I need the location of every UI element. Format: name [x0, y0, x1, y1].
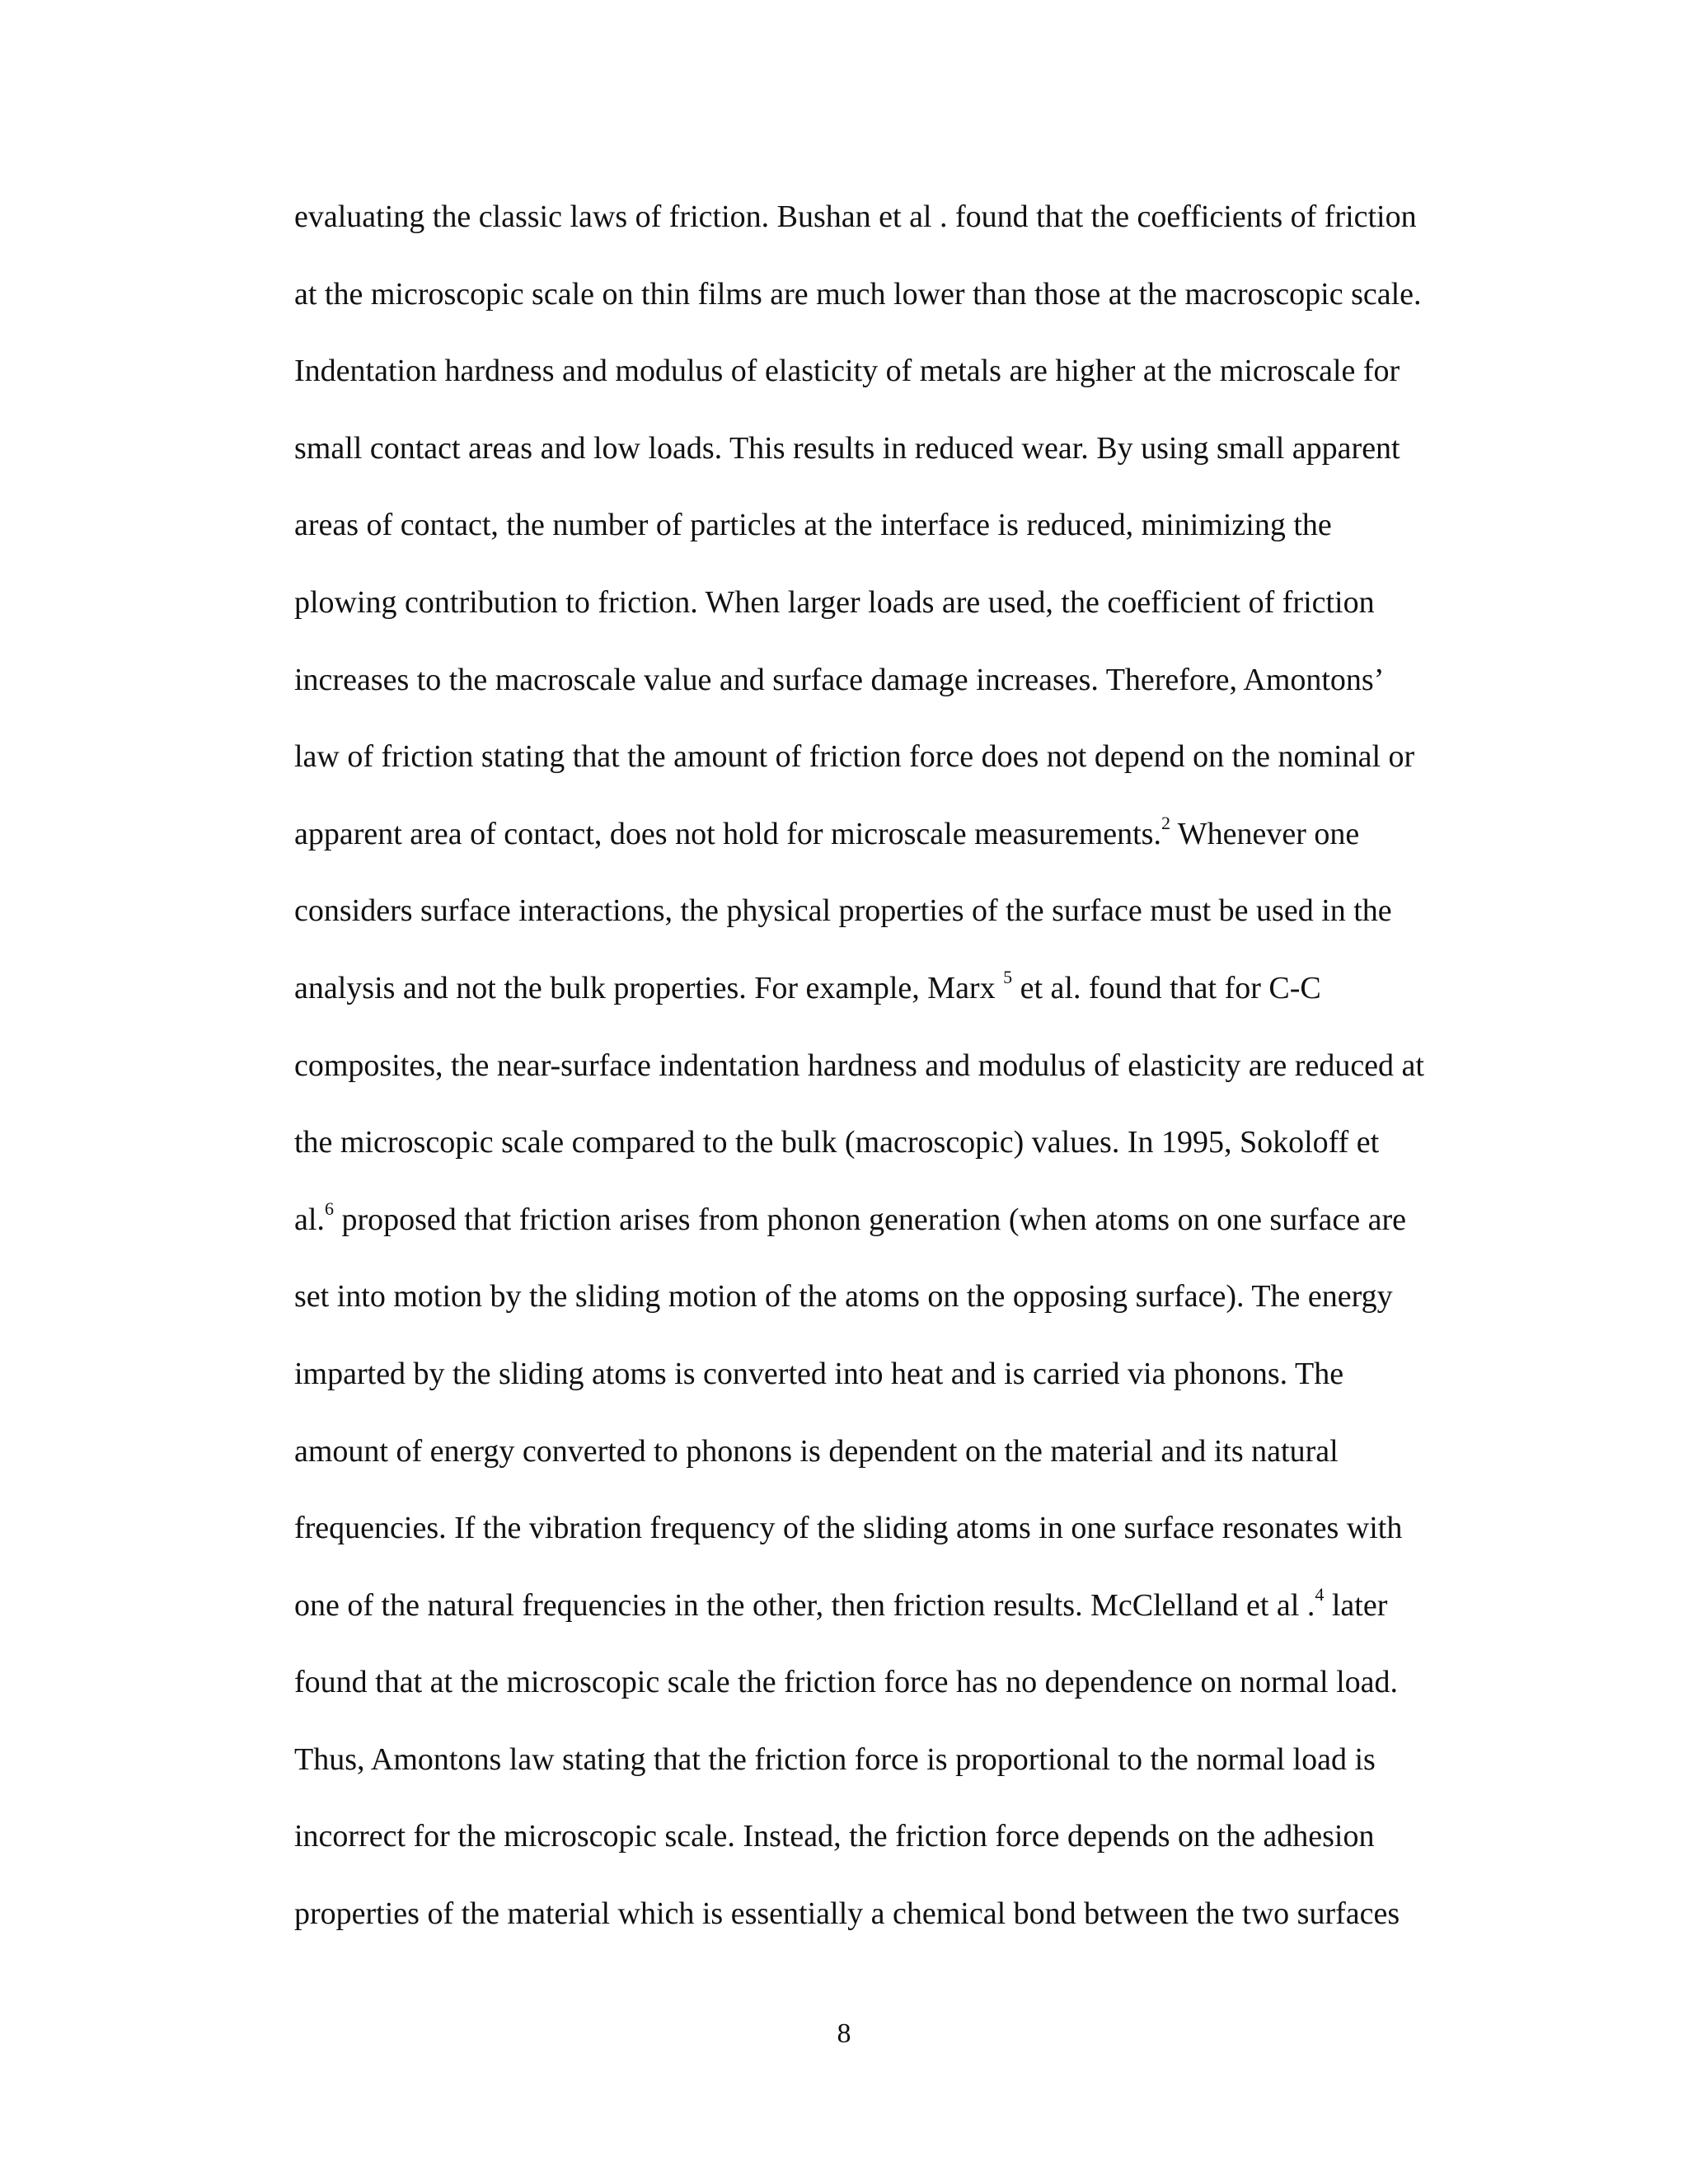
text-segment: evaluating the classic laws of friction. Bushan et al [294, 199, 932, 234]
text-line [294, 1186, 1465, 1263]
text-segment: found that at the microscopic scale the friction force has no dependence on normal load. [294, 1665, 1398, 1700]
text-segment: areas of contact, the number of particles at the interface is reduced, minimizing the [294, 508, 1332, 543]
text-line [294, 1648, 1465, 1726]
text-line [294, 415, 1465, 492]
citation-superscript: 6 [324, 1198, 334, 1220]
text-segment: later [1324, 1587, 1388, 1623]
citation-superscript: 5 [1003, 967, 1013, 988]
text-line [294, 1108, 1465, 1186]
text-segment: et al. found that for C-C [1012, 970, 1321, 1005]
text-segment: frequencies. If the vibration frequency of the sliding atoms in one surface resonates with [294, 1511, 1403, 1546]
text-segment: law of friction stating that the amount of friction force does not depend on the nominal or [294, 739, 1415, 775]
text-line [294, 1880, 1465, 1957]
text-segment: one of the natural frequencies in the other, then friction results. McClelland et al . [294, 1587, 1315, 1623]
text-segment: small contact areas and low loads. This results in reduced wear. By using small apparent [294, 430, 1400, 466]
text-segment: Thus, Amontons law stating that the friction force is proportional to the normal load is [294, 1741, 1376, 1777]
text-line [294, 954, 1465, 1032]
text-segment: Indentation hardness and modulus of elasticity of metals are higher at the microscale for [294, 354, 1400, 389]
text-segment: properties of the material which is essentially a chemical bond between the two surfaces [294, 1896, 1400, 1932]
citation-superscript: 4 [1315, 1584, 1325, 1605]
text-segment: considers surface interactions, the physical properties of the surface must be used in the [294, 893, 1392, 929]
text-line [294, 800, 1465, 878]
text-line [294, 337, 1465, 415]
text-line [294, 646, 1465, 724]
page-number: 8 [837, 2018, 851, 2049]
text-line [294, 260, 1465, 338]
text-line [294, 183, 1465, 260]
text-line [294, 569, 1465, 646]
citation-superscript: 2 [1160, 813, 1170, 834]
text-line [294, 1418, 1465, 1495]
text-segment: at the microscopic scale on thin films are much lower than those at the macroscopic scale. [294, 276, 1422, 312]
text-segment: set into motion by the sliding motion of the atoms on the opposing surface). The energy [294, 1279, 1393, 1315]
text-line [294, 723, 1465, 800]
text-line [294, 1802, 1465, 1880]
text-segment: imparted by the sliding atoms is converted into heat and is carried via phonons. The [294, 1356, 1344, 1391]
text-segment: plowing contribution to friction. When larger loads are used, the coefficient of friction [294, 584, 1375, 620]
text-line [294, 877, 1465, 954]
body-paragraph [294, 183, 1465, 1957]
text-line [294, 1726, 1465, 1803]
text-segment: Whenever one [1170, 816, 1360, 851]
text-segment: the microscopic scale compared to the bulk (macroscopic) values. In 1995, Sokoloff et [294, 1125, 1380, 1160]
text-line [294, 1340, 1465, 1418]
text-segment: . found that the coefficients of friction [931, 199, 1417, 234]
text-segment: incorrect for the microscopic scale. Instead, the friction force depends on the adhesion [294, 1819, 1375, 1854]
text-line [294, 1263, 1465, 1340]
text-segment: increases to the macroscale value and surface damage increases. Therefore, Amontons’ [294, 662, 1385, 697]
text-line [294, 1032, 1465, 1109]
text-line [294, 491, 1465, 569]
text-segment: analysis and not the bulk properties. For example, Marx [294, 970, 1004, 1005]
text-segment: composites, the near-surface indentation hardness and modulus of elasticity are reduced at [294, 1047, 1424, 1083]
text-segment: amount of energy converted to phonons is dependent on the material and its natural [294, 1433, 1339, 1469]
text-line [294, 1572, 1465, 1649]
text-segment: proposed that friction arises from phonon generation (when atoms on one surface are [333, 1202, 1407, 1237]
text-line [294, 1494, 1465, 1572]
text-segment: apparent area of contact, does not hold for microscale measurements. [294, 816, 1161, 851]
text-segment: al. [294, 1202, 325, 1237]
